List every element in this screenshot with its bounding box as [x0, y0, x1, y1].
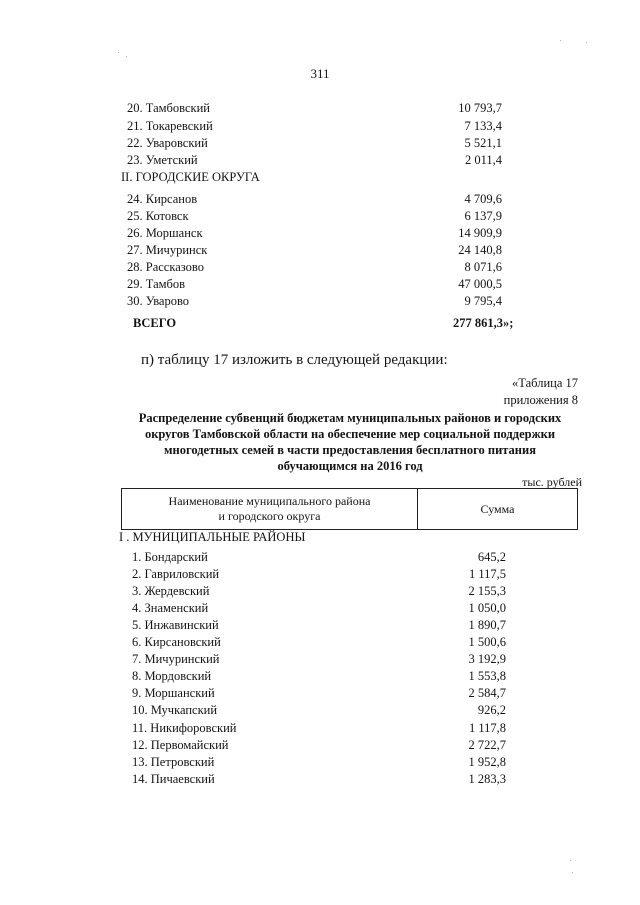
district-value: 2 011,4	[464, 153, 502, 167]
table-header	[121, 488, 578, 530]
district-value: 645,2	[477, 550, 506, 564]
district-name: 5. Инжавинский	[132, 618, 219, 632]
table-title	[100, 410, 600, 474]
table-row	[0, 600, 640, 617]
table-row	[0, 668, 640, 685]
table-reference	[504, 375, 578, 409]
district-name: 14. Пичаевский	[132, 772, 215, 786]
district-value: 10 793,7	[458, 101, 502, 115]
district-name: 27. Мичуринск	[127, 243, 208, 257]
table-row	[0, 617, 640, 634]
scan-speck	[572, 872, 573, 873]
district-value: 8 071,6	[464, 260, 502, 274]
scan-speck	[586, 42, 587, 43]
table-row	[0, 208, 640, 225]
district-value: 2 722,7	[468, 738, 506, 752]
district-name: 3. Жердевский	[132, 584, 210, 598]
district-value: 7 133,4	[464, 119, 502, 133]
district-value: 1 500,6	[468, 635, 506, 649]
title-line: обучающимся на 2016 год	[277, 459, 423, 473]
district-name: 29. Тамбов	[127, 277, 186, 291]
district-name: 13. Петровский	[132, 755, 215, 769]
table-ref-line2: приложения 8	[503, 393, 578, 407]
district-name: 23. Уметский	[127, 153, 198, 167]
table-row	[0, 720, 640, 737]
header-name-cell	[122, 489, 418, 530]
district-name: 22. Уваровский	[127, 136, 208, 150]
district-name: 11. Никифоровский	[132, 721, 237, 735]
district-name: 9. Моршанский	[132, 686, 215, 700]
instruction-text: п) таблицу 17 изложить в следующей редакции:	[141, 352, 448, 368]
district-value: 1 553,8	[468, 669, 506, 683]
district-value: 1 050,0	[468, 601, 506, 615]
district-value: 4 709,6	[464, 192, 502, 206]
table-row	[0, 702, 640, 719]
district-value: 926,2	[477, 703, 506, 717]
table-ref-line1: «Таблица 17	[512, 376, 578, 390]
table-row	[0, 634, 640, 651]
district-name: 2. Гавриловский	[132, 567, 220, 581]
total-row	[0, 315, 640, 332]
district-value: 6 137,9	[464, 209, 502, 223]
table-row	[0, 135, 640, 152]
scan-speck	[118, 52, 119, 53]
district-value: 9 795,4	[464, 294, 502, 308]
district-value: 47 000,5	[458, 277, 502, 291]
table-row	[0, 754, 640, 771]
district-value: 24 140,8	[458, 243, 502, 257]
title-line: округов Тамбовской области на обеспечение мер социальной поддержки	[144, 427, 556, 441]
total-value: 277 861,3»;	[453, 316, 514, 330]
table-row	[0, 549, 640, 566]
district-value: 1 890,7	[468, 618, 506, 632]
scan-speck	[560, 40, 561, 41]
table-row	[0, 737, 640, 754]
table-row	[0, 771, 640, 788]
district-value: 3 192,9	[468, 652, 506, 666]
district-value: 1 952,8	[468, 755, 506, 769]
table-row	[0, 685, 640, 702]
district-name: 8. Мордовский	[132, 669, 212, 683]
table-row	[0, 118, 640, 135]
table-row	[0, 242, 640, 259]
district-name: 4. Знаменский	[132, 601, 209, 615]
district-value: 5 521,1	[464, 136, 502, 150]
district-name: 6. Кирсановский	[132, 635, 221, 649]
district-name: 7. Мичуринский	[132, 652, 220, 666]
district-value: 1 117,8	[468, 721, 506, 735]
district-name: 30. Уварово	[127, 294, 190, 308]
section-heading-urban: II. ГОРОДСКИЕ ОКРУГА	[121, 170, 260, 184]
district-name: 28. Рассказово	[127, 260, 204, 274]
table-row	[0, 293, 640, 310]
district-value: 1 117,5	[468, 567, 506, 581]
district-name: 25. Котовск	[127, 209, 189, 223]
table-row	[0, 152, 640, 169]
district-name: 10. Мучкапский	[132, 703, 218, 717]
title-line: Распределение субвенций бюджетам муниципальных районов и городских	[138, 411, 562, 425]
table-row	[0, 651, 640, 668]
district-name: 20. Тамбовский	[127, 101, 210, 115]
page-number: 311	[310, 66, 330, 81]
table-row	[0, 583, 640, 600]
district-name: 24. Кирсанов	[127, 192, 198, 206]
units-label: тыс. рублей	[522, 475, 582, 489]
header-name-line1: Наименование муниципального района	[168, 494, 371, 508]
district-name: 26. Моршанск	[127, 226, 203, 240]
title-line: многодетных семей в части предоставления бесплатного питания	[164, 443, 536, 457]
section-heading-municipal: I . МУНИЦИПАЛЬНЫЕ РАЙОНЫ	[119, 530, 306, 544]
table-row	[0, 259, 640, 276]
header-name-line2: и городского округа	[218, 509, 321, 523]
table-row	[0, 566, 640, 583]
scan-speck	[570, 860, 571, 861]
total-label: ВСЕГО	[133, 316, 177, 330]
district-value: 1 283,3	[468, 772, 506, 786]
scan-speck	[126, 56, 127, 57]
table-row	[0, 225, 640, 242]
district-value: 2 155,3	[468, 584, 506, 598]
table-row	[0, 100, 640, 117]
table-row	[0, 276, 640, 293]
district-value: 2 584,7	[468, 686, 506, 700]
district-value: 14 909,9	[458, 226, 502, 240]
district-name: 1. Бондарский	[132, 550, 208, 564]
district-name: 12. Первомайский	[132, 738, 229, 752]
table-row	[0, 191, 640, 208]
district-name: 21. Токаревский	[127, 119, 213, 133]
header-sum-cell: Сумма	[418, 489, 578, 530]
